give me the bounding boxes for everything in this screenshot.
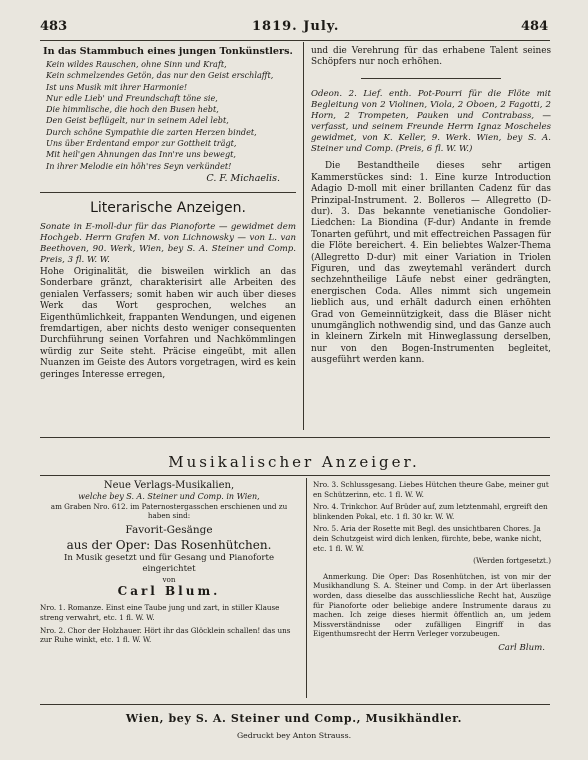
footer-rule: [40, 704, 550, 705]
page-number-left: 483: [40, 19, 68, 34]
song-entry: Nro. 4. Trinkchor. Auf Brüder auf, zum letztenmahl, ergreift den blinkenden Pokal, etc. 1 fl. 30 kr. W. W.: [313, 502, 548, 521]
anmerkung-signature: Carl Blum.: [498, 642, 545, 653]
musik-gesetzt: In Musik gesetzt und für Gesang und Pianoforte eingerichtet: [63, 552, 275, 574]
section-rule: [40, 192, 296, 193]
musikalischer-title: Musikalischer Anzeiger.: [168, 453, 420, 471]
address-line: am Graben Nro. 612. im Paternostergasschen erschienen und zu haben sind:: [50, 501, 288, 521]
song-entry: Nro. 2. Chor der Holzhauer. Hört ihr das Glöcklein schallen! das uns zur Ruhe winkt, etc. 1 fl. W. W.: [40, 625, 291, 645]
poem-line: Kein wildes Rauschen, ohne Sinn und Kraft,: [46, 59, 227, 69]
song-entry: Nro. 1. Romanze. Einst eine Taube jung und zart, in stiller Klause streng verwahrt, etc. 1 fl. W. W.: [40, 603, 280, 622]
footer-printer: Gedruckt bey Anton Strauss.: [236, 731, 352, 740]
sonate-entry-title: Sonate in E-moll-dur für das Pianoforte — gewidmet dem Hochgeb. Herrn Grafen M. von Lichnowsky — von L. van Beethoven, 90. Werk, Wien, bey S. A. Steiner und Comp. Preis, 3 fl. W. W.: [40, 221, 296, 265]
anzeiger-column-divider: [306, 478, 307, 698]
footer-publisher: Wien, bey S. A. Steiner und Comp., Musikhändler.: [125, 712, 463, 725]
page-number-right: 484: [521, 19, 549, 34]
poem-line: Kein schmelzendes Getön, das nur den Geist erschlafft,: [46, 70, 274, 81]
favorit-gesaenge: Favorit-Gesänge: [125, 523, 213, 536]
poem-line: Durch schöne Sympathie die zarten Herzen bindet,: [46, 126, 257, 137]
header-date: 1819. July.: [252, 19, 340, 34]
left-column: [40, 46, 296, 381]
poem-line: In ihrer Melodie ein höh'res Seyn verkündet!: [46, 160, 232, 171]
von-word: von: [162, 574, 176, 584]
fortsetzung-note: (Werden fortgesetzt.): [473, 556, 551, 566]
poem-body: [40, 59, 296, 172]
right-column: [311, 46, 551, 367]
poem-line: Nur edle Lieb' und Freundschaft töne sie,: [46, 92, 218, 103]
odeon-entry-title: Odeon. 2. Lief. enth. Pot-Pourri für die Flöte mit Begleitung von 2 Violinen, Viola, 2 Oboen, 2 Fagotti, 2 Horn, 2 Trompeten, Pauken und Contrabass, — verfasst, und seinem Freunde Herrn Ignaz Moscheles gewidmet, von K. Keller, 9. Werk. Wien, bey S. A. Steiner und Comp. (Preis, 6 fl. W. W.): [311, 88, 551, 155]
poem-line: Ist uns Musik mit ihrer Harmonie!: [46, 81, 188, 92]
odeon-review-text: Die Bestandtheile dieses sehr artigen Kammerstückes sind: 1. Eine kurze Introduction Adagio D-moll mit einer brillanten Cadenz für das Prinzipal-Instrument. 2. Bolleros — Allegretto (D-dur). 3. Das bekannte venetianische Gondolier-Liedchen: La Biondina (F-dur) Andante in fremde Tonarten geführt, und mit effectreichen Passagen für die Flöte bereichert. 4. Ein beliebtes Walzer-Thema (Allegretto D-dur) mit einer Variation in Triolen Figuren, und das zweytemahl verändert durch sechzehntheilige Läufe nebst einer gedrängten, energischen Coda. Alles nimmt sich ungemein lieblich aus, und erhält dadurch einen erhöhten Grad von Gemeinnützigkeit, dass die Bläser nicht unumgänglich nothwendig sind, und das Ganze auch in kleinern Zirkeln mit Hinweglassung derselben, nur von den Bogen-Instrumenten begleitet, ausgeführt werden kann.: [311, 161, 551, 366]
header-rule: [40, 40, 550, 41]
anzeiger-right: [313, 480, 551, 654]
poem-title: In das Stammbuch eines jungen Tonkünstlers.: [43, 46, 293, 57]
publisher-line: welche bey S. A. Steiner und Comp. in Wien,: [78, 492, 260, 501]
sonate-review-text: Hohe Originalität, die bisweilen wirklich an das Sonderbare gränzt, charakterisirt alle Arbeiten des genialen Verfassers; somit haben wir auch über dieses Werk das Wort gesprochen, welches an Eigenthümlichkeit, frappanten Wendungen, und eigenen fremdartigen, aber nichts desto weniger consequenten Durchführung seinen Vorfahren und Nachkömmlingen würdig zur Seite steht. Präcise eingeübt, mit allen Nuanzen im Geiste des Autors vorgetragen, wird es kein geringes Interesse erregen,: [40, 266, 296, 380]
neue-verlags: Neue Verlags-Musikalien,: [103, 480, 235, 491]
poem-line: Die himmlische, die hoch den Busen hebt,: [46, 104, 219, 115]
poem-line: Den Geist beflügelt, nur in seinem Adel lebt,: [46, 115, 229, 126]
anzeiger-left: [40, 480, 298, 648]
literarische-title: Literarische Anzeigen.: [90, 199, 246, 216]
song-entry: Nro. 5. Aria der Rosette mit Begl. des unsichtbaren Chores. Ja dein Schutzgeist wird dich lenken, fürchte, bebe, wanke nicht, etc. 1 fl. W. W.: [313, 524, 542, 553]
review-continuation: und die Verehrung für das erhabene Talent seines Schöpfers nur noch erhöhen.: [311, 46, 551, 68]
composer-name: Carl Blum.: [117, 584, 221, 599]
poem-signature: C. F. Michaelis.: [206, 172, 280, 184]
oper-title: aus der Oper: Das Rosenhütchen.: [66, 537, 272, 552]
short-rule: [361, 78, 501, 79]
anmerkung-text: Anmerkung. Die Oper: Das Rosenhütchen, ist von mir der Musikhandlung S. A. Steiner und Comp. in der Art überlassen worden, dass dieselbe das ausschliessliche Recht hat, Auszüge für Pianoforte oder beliebige andere Instrumente daraus zu machen. Ich zeige dieses hiermit öffentlich an, um jedem Missverständnisse oder zufälligen Eingriff in das Eigenthumsrecht der Herrn Verleger vorzubeugen.: [313, 571, 551, 639]
column-divider: [303, 42, 304, 430]
section-divider: [40, 437, 550, 438]
entry-list-left: [40, 603, 298, 644]
title-underline: [40, 475, 550, 476]
poem-line: Uns über Erdentand empor zur Gottheit trägt,: [46, 138, 237, 149]
song-entry: Nro. 3. Schlussgesang. Liebes Hütchen theure Gabe, meiner gut en Schützerinn, etc. 1 fl. W. W.: [313, 480, 549, 499]
poem-line: Mit heil'gen Ahnungen das Inn're uns bewegt,: [46, 149, 236, 160]
